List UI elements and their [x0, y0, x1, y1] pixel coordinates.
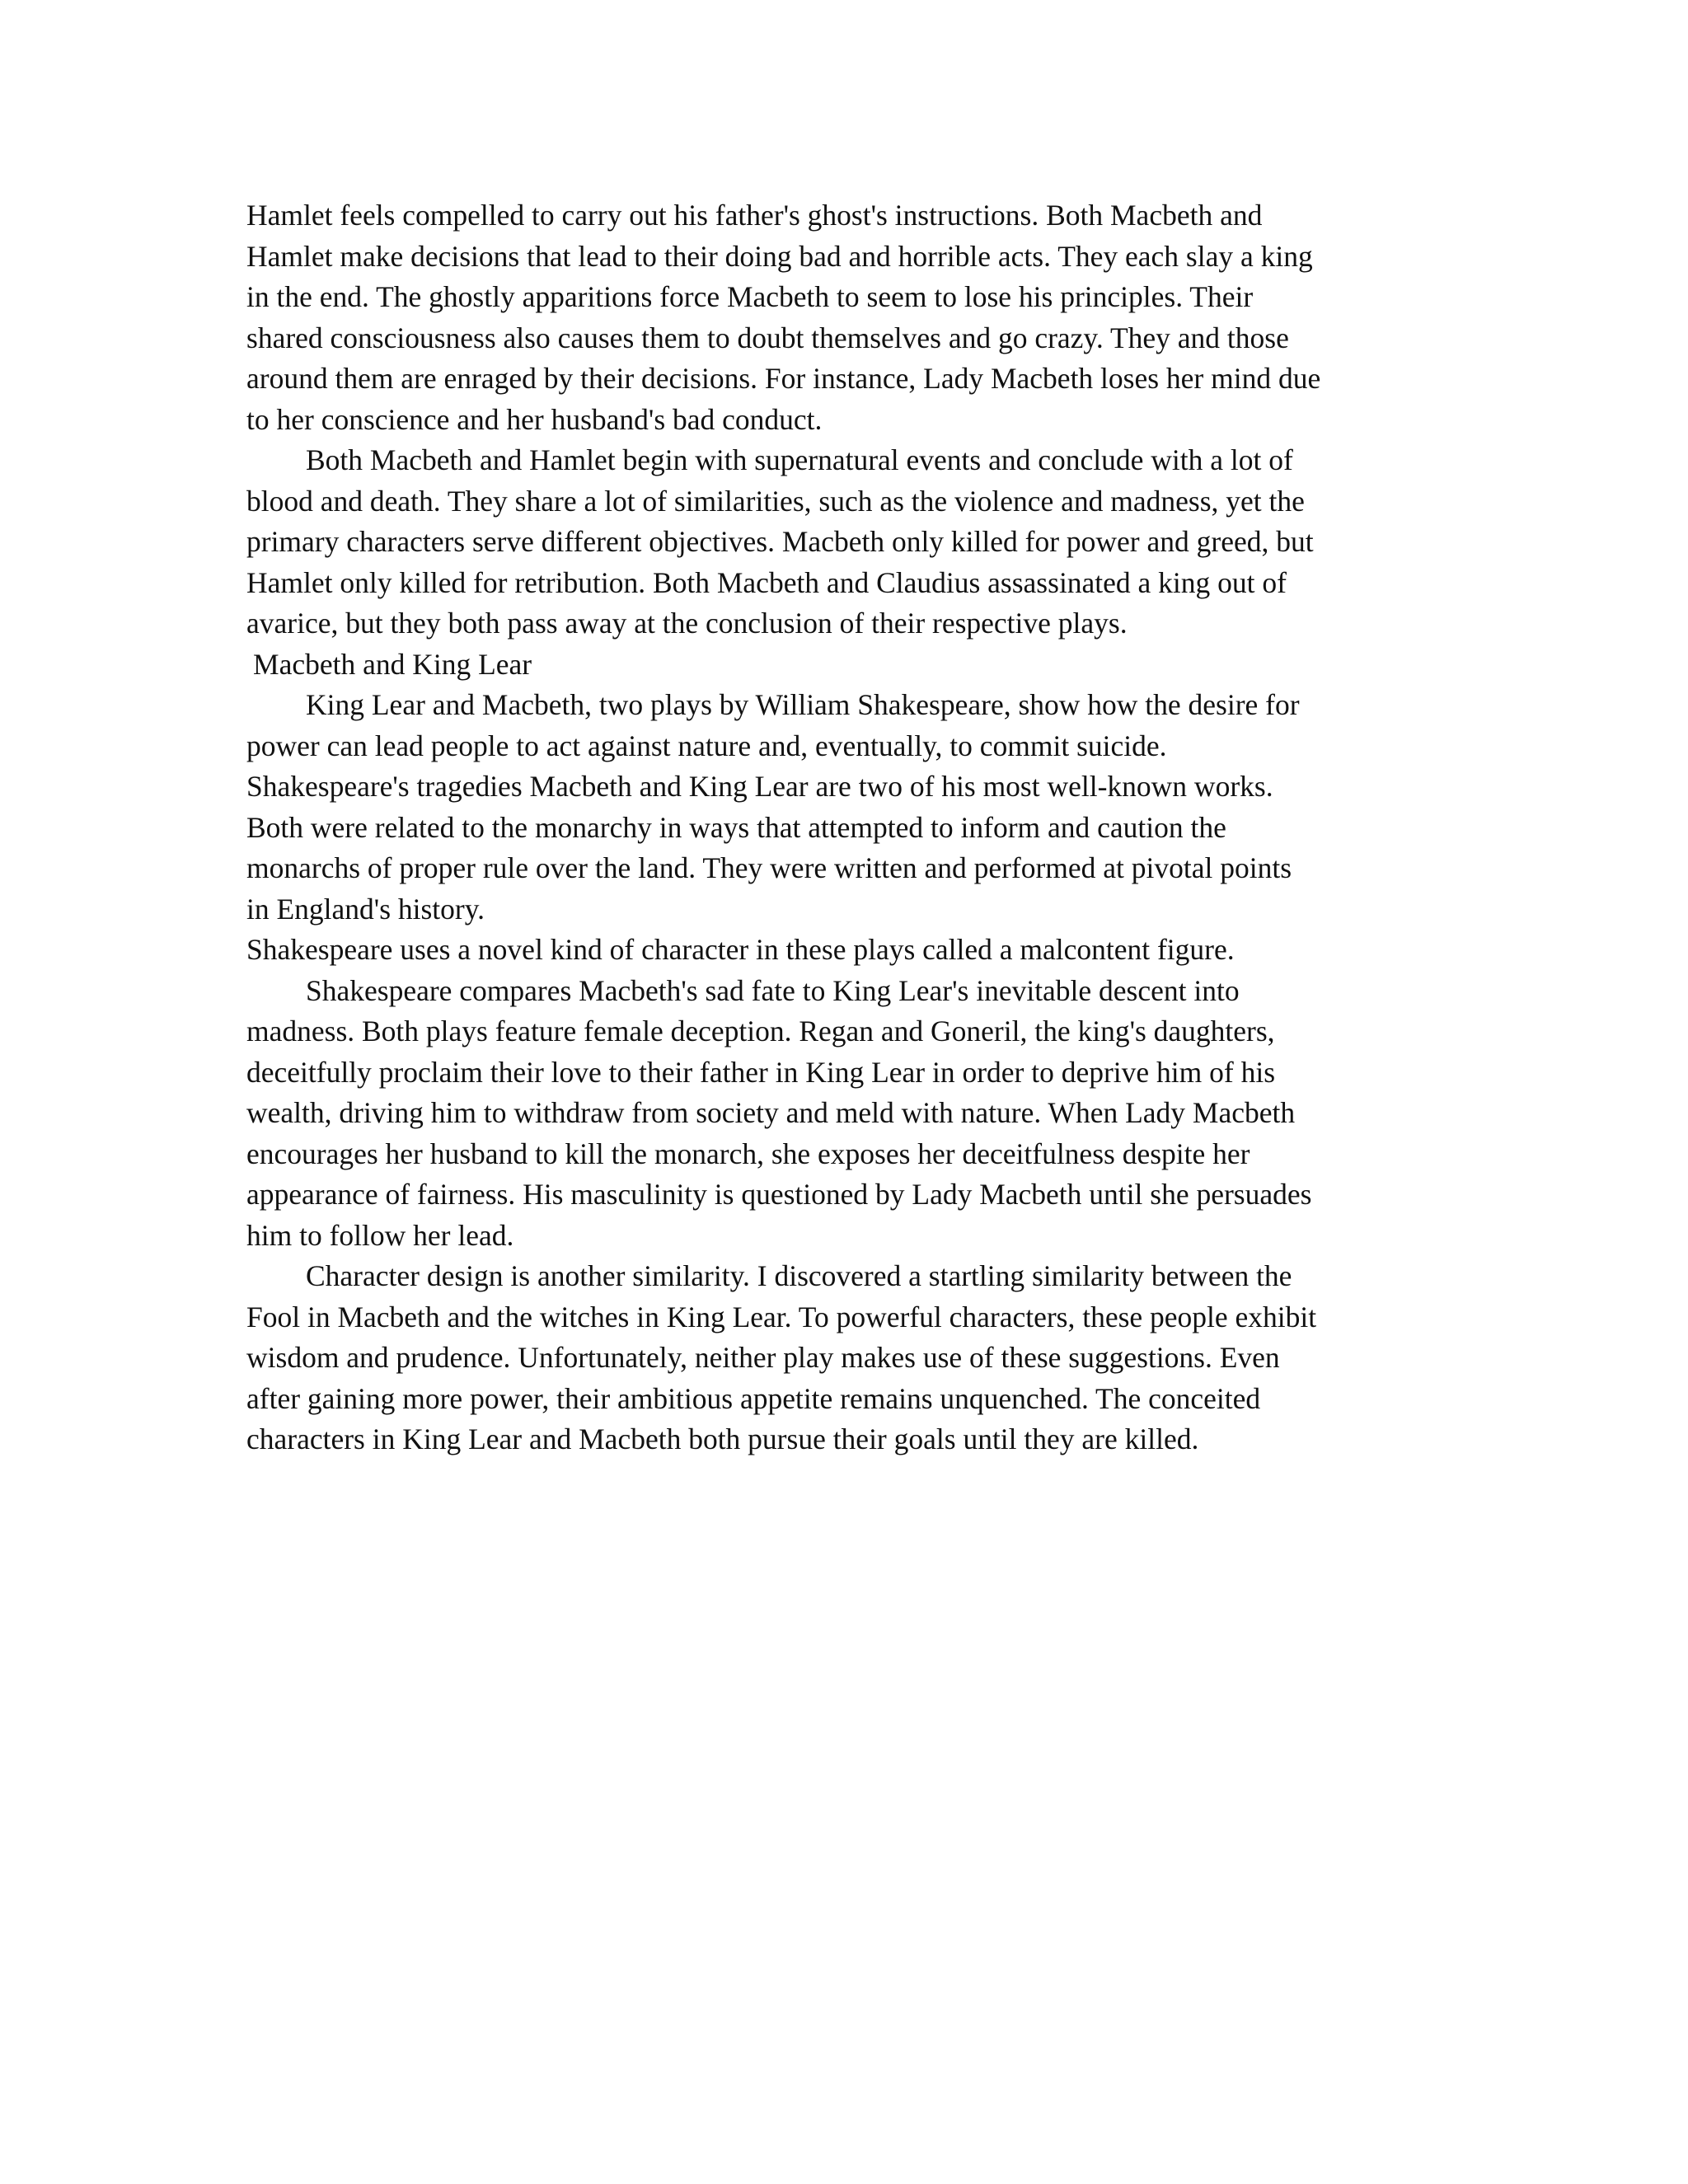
text-line: primary characters serve different objectives. Macbeth only killed for power and greed, but — [246, 525, 1314, 558]
section-heading: Macbeth and King Lear — [253, 647, 532, 681]
text-line: wealth, driving him to withdraw from society and meld with nature. When Lady Macbeth — [246, 1096, 1296, 1129]
text-line: monarchs of proper rule over the land. They were written and performed at pivotal points — [246, 851, 1292, 884]
text-line: Hamlet make decisions that lead to their doing bad and horrible acts. They each slay a king — [246, 239, 1313, 273]
text-line: King Lear and Macbeth, two plays by William Shakespeare, show how the desire for — [306, 688, 1300, 721]
text-line: around them are enraged by their decisions. For instance, Lady Macbeth loses her mind due — [246, 362, 1321, 395]
document-body — [246, 195, 1458, 1460]
text-line: deceitfully proclaim their love to their father in King Lear in order to deprive him of his — [246, 1055, 1276, 1089]
text-line: Character design is another similarity. I discovered a startling similarity between the — [306, 1259, 1292, 1292]
text-line: shared consciousness also causes them to doubt themselves and go crazy. They and those — [246, 321, 1289, 354]
text-line: Hamlet only killed for retribution. Both Macbeth and Claudius assassinated a king out of — [246, 565, 1287, 599]
text-line: Shakespeare's tragedies Macbeth and King Lear are two of his most well-known works. — [246, 770, 1273, 803]
text-line: avarice, but they both pass away at the conclusion of their respective plays. — [246, 607, 1128, 640]
text-line: characters in King Lear and Macbeth both pursue their goals until they are killed. — [246, 1422, 1199, 1455]
text-line: Hamlet feels compelled to carry out his father's ghost's instructions. Both Macbeth and — [246, 199, 1263, 232]
text-line: appearance of fairness. His masculinity is questioned by Lady Macbeth until she persuades — [246, 1178, 1312, 1211]
text-line: power can lead people to act against nature and, eventually, to commit suicide. — [246, 729, 1167, 762]
text-line: blood and death. They share a lot of similarities, such as the violence and madness, yet the — [246, 484, 1305, 518]
text-line: him to follow her lead. — [246, 1218, 514, 1252]
text-line: encourages her husband to kill the monarch, she exposes her deceitfulness despite her — [246, 1137, 1250, 1170]
text-line: Both were related to the monarchy in ways that attempted to inform and caution the — [246, 810, 1226, 844]
text-line: in the end. The ghostly apparitions force Macbeth to seem to lose his principles. Their — [246, 280, 1254, 313]
text-line: in England's history. — [246, 892, 485, 926]
text-line: Shakespeare compares Macbeth's sad fate to King Lear's inevitable descent into — [306, 973, 1240, 1007]
text-line: madness. Both plays feature female deception. Regan and Goneril, the king's daughters, — [246, 1015, 1275, 1047]
text-line: Shakespeare uses a novel kind of character in these plays called a malcontent figure. — [246, 933, 1235, 966]
text-line: after gaining more power, their ambitious appetite remains unquenched. The conceited — [246, 1381, 1261, 1415]
text-line: to her conscience and her husband's bad conduct. — [246, 402, 823, 436]
text-line: Both Macbeth and Hamlet begin with supernatural events and conclude with a lot of — [306, 443, 1293, 476]
text-line: Fool in Macbeth and the witches in King Lear. To powerful characters, these people exhibit — [246, 1300, 1317, 1333]
text-line: wisdom and prudence. Unfortunately, neither play makes use of these suggestions. Even — [246, 1341, 1280, 1374]
